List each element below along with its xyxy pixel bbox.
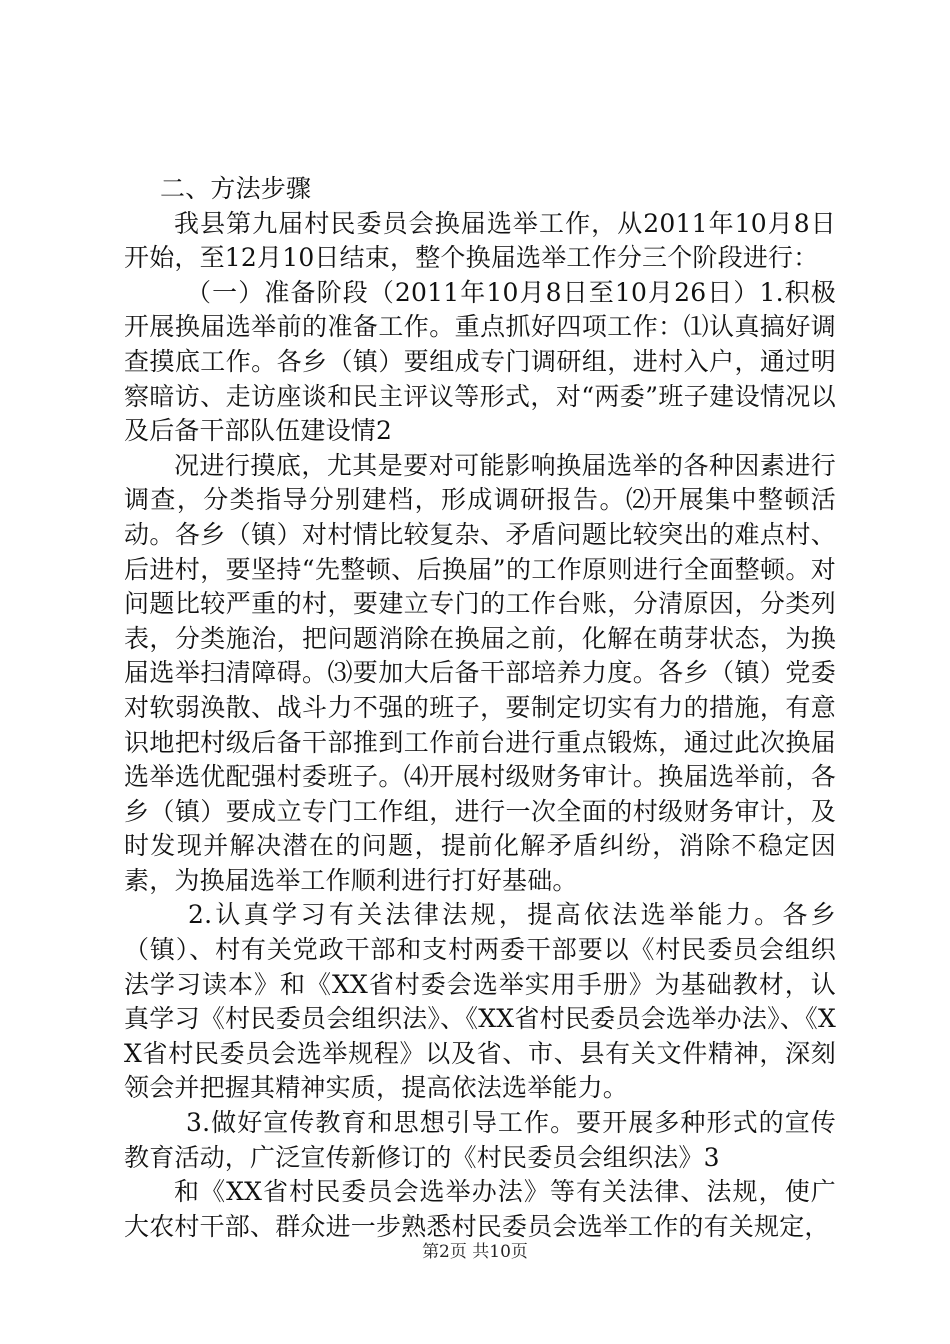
paragraph-intro: 我县第九届村民委员会换届选举工作，从2011年10月8日开始，至12月10日结束，整个换届选举工作分三个阶段进行： bbox=[124, 208, 836, 273]
paragraph-preparation-continued: 况进行摸底，尤其是要对可能影响换届选举的各种因素进行调查，分类指导分别建档，形成调研报告。⑵开展集中整顿活动。各乡（镇）对村情比较复杂、矛盾问题比较突出的难点村、后进村，要坚持“先整顿、后换届”的工作原则进行全面整顿。对问题比较严重的村，要建立专门的工作台账，分清原因，分类列表，分类施治，把问题消除在换届之前，化解在萌芽状态，为换届选举扫清障碍。⑶要加大后备干部培养力度。各乡（镇）党委对软弱涣散、战斗力不强的班子，要制定切实有力的措施，有意识地把村级后备干部推到工作前台进行重点锻炼，通过此次换届选举选优配强村委班子。⑷开展村级财务审计。换届选举前，各乡（镇）要成立专门工作组，进行一次全面的村级财务审计，及时发现并解决潜在的问题，提前化解矛盾纠纷，消除不稳定因素，为换届选举工作顺利进行打好基础。 bbox=[124, 450, 836, 895]
paragraph-publicity: 3.做好宣传教育和思想引导工作。要开展多种形式的宣传教育活动，广泛宣传新修订的《村民委员会组织法》3 bbox=[124, 1108, 836, 1172]
document-body bbox=[124, 172, 836, 1244]
section-heading: 二、方法步骤 bbox=[160, 174, 312, 203]
paragraph-preparation-stage: （一）准备阶段（2011年10月8日至10月26日）1.积极开展换届选举前的准备工作。重点抓好四项工作：⑴认真搞好调查摸底工作。各乡（镇）要组成专门调研组，进村入户，通过明察暗访、走访座谈和民主评议等形式，对“两委”班子建设情况以及后备干部队伍建设情2 bbox=[124, 277, 836, 446]
paragraph-publicity-continued: 和《XX省村民委员会选举办法》等有关法律、法规，使广大农村干部、群众进一步熟悉村民委员会选举工作的有关规定， bbox=[124, 1177, 836, 1241]
paragraph-study-laws: 2.认真学习有关法律法规，提高依法选举能力。各乡（镇）、村有关党政干部和支村两委干部要以《村民委员会组织法学习读本》和《XX省村委会选举实用手册》为基础教材，认真学习《村民委员会组织法》、《XX省村民委员会选举办法》、《XX省村民委员会选举规程》以及省、市、县有关文件精神，深刻领会并把握其精神实质，提高依法选举能力。 bbox=[124, 900, 836, 1103]
page-footer: 第2页 共10页 bbox=[422, 1242, 528, 1262]
